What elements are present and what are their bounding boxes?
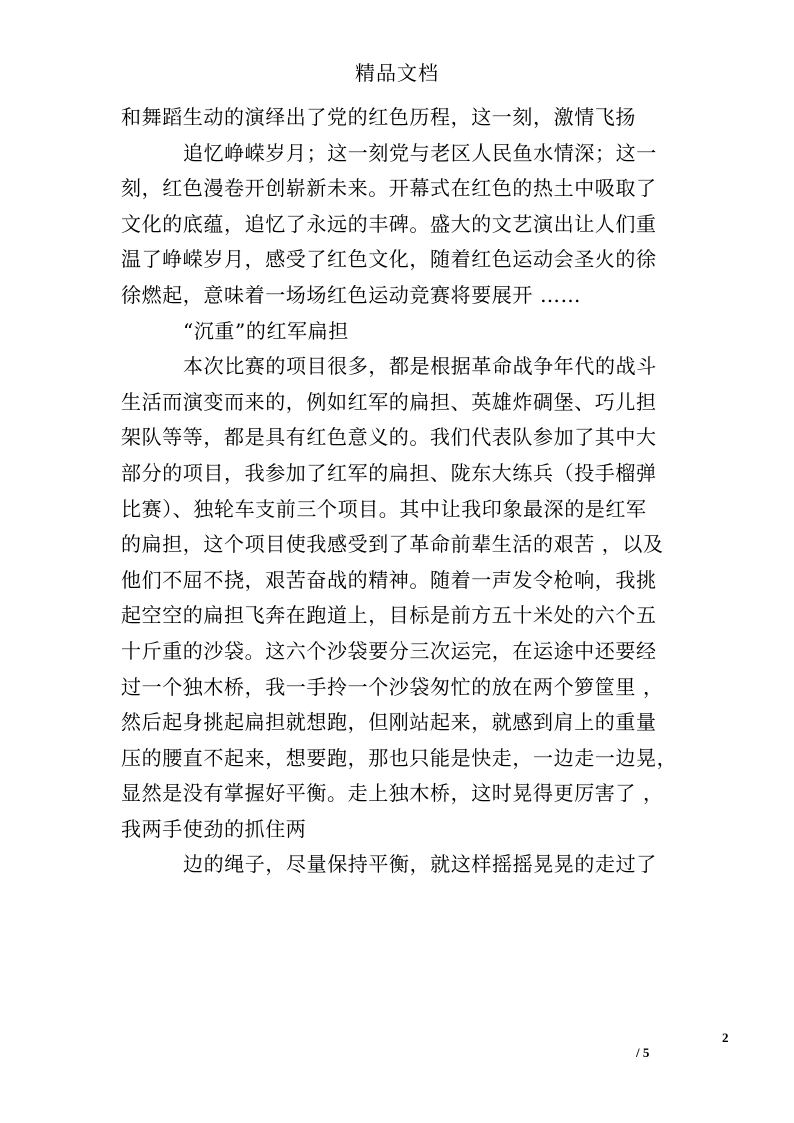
text-line: 然后起身挑起扁担就想跑，但刚站起来，就感到肩上的重量	[121, 710, 657, 735]
text-line: 比赛）、独轮车支前三个项目。其中让我印象最深的是红军	[121, 496, 647, 521]
text-line: 显然是没有掌握好平衡。走上独木桥，这时晃得更厉害了 ，	[121, 781, 664, 806]
text-line: 过一个独木桥，我一手拎一个沙袋匆忙的放在两个箩筐里 ，	[121, 674, 664, 699]
text-line: 和舞蹈生动的演绎出了党的红色历程，这一刻，激情飞扬	[121, 105, 636, 129]
text-line: 追忆峥嵘岁月；这一刻党与老区人民鱼水情深；这一	[183, 140, 657, 165]
page-number: 2	[722, 1030, 729, 1045]
text-line: 起空空的扁担飞奔在跑道上，目标是前方五十米处的六个五	[121, 603, 657, 628]
text-line: 部分的项目，我参加了红军的扁担、陇东大练兵（投手榴弹	[121, 460, 657, 485]
document-header-title: 精品文档	[355, 61, 439, 85]
text-line: 架队等等，都是具有红色意义的。我们代表队参加了其中大	[121, 425, 657, 450]
text-line: 他们不屈不挠，艰苦奋战的精神。随着一声发令枪响，我挑	[121, 567, 657, 592]
text-line: 刻，红色漫卷开创崭新未来。开幕式在红色的热土中吸取了	[121, 176, 657, 201]
text-line: 我两手使劲的抓住两	[121, 816, 307, 841]
document-body	[121, 100, 677, 883]
text-line: 徐燃起，意味着一场场红色运动竞赛将要展开 ……	[121, 282, 582, 307]
text-line: 十斤重的沙袋。这六个沙袋要分三次运完，在运途中还要经	[121, 638, 657, 663]
text-line: 边的绳子，尽量保持平衡，就这样摇摇晃晃的走过了	[183, 852, 657, 877]
text-line: 文化的底蕴，追忆了永远的丰碑。盛大的文艺演出让人们重	[121, 211, 657, 236]
text-line: 压的腰直不起来，想要跑，那也只能是快走，一边走一边晃，	[121, 745, 678, 770]
text-line: 生活而演变而来的，例如红军的扁担、英雄炸碉堡、巧儿担	[121, 389, 657, 414]
text-line: 本次比赛的项目很多，都是根据革命战争年代的战斗	[183, 354, 657, 379]
section-heading: “沉重”的红军扁担	[183, 318, 349, 343]
text-line: 温了峥嵘岁月，感受了红色文化，随着红色运动会圣火的徐	[121, 247, 657, 272]
page-total: / 5	[636, 1045, 650, 1060]
text-line: 的扁担，这个项目使我感受到了革命前辈生活的艰苦 ，以及	[121, 532, 664, 557]
